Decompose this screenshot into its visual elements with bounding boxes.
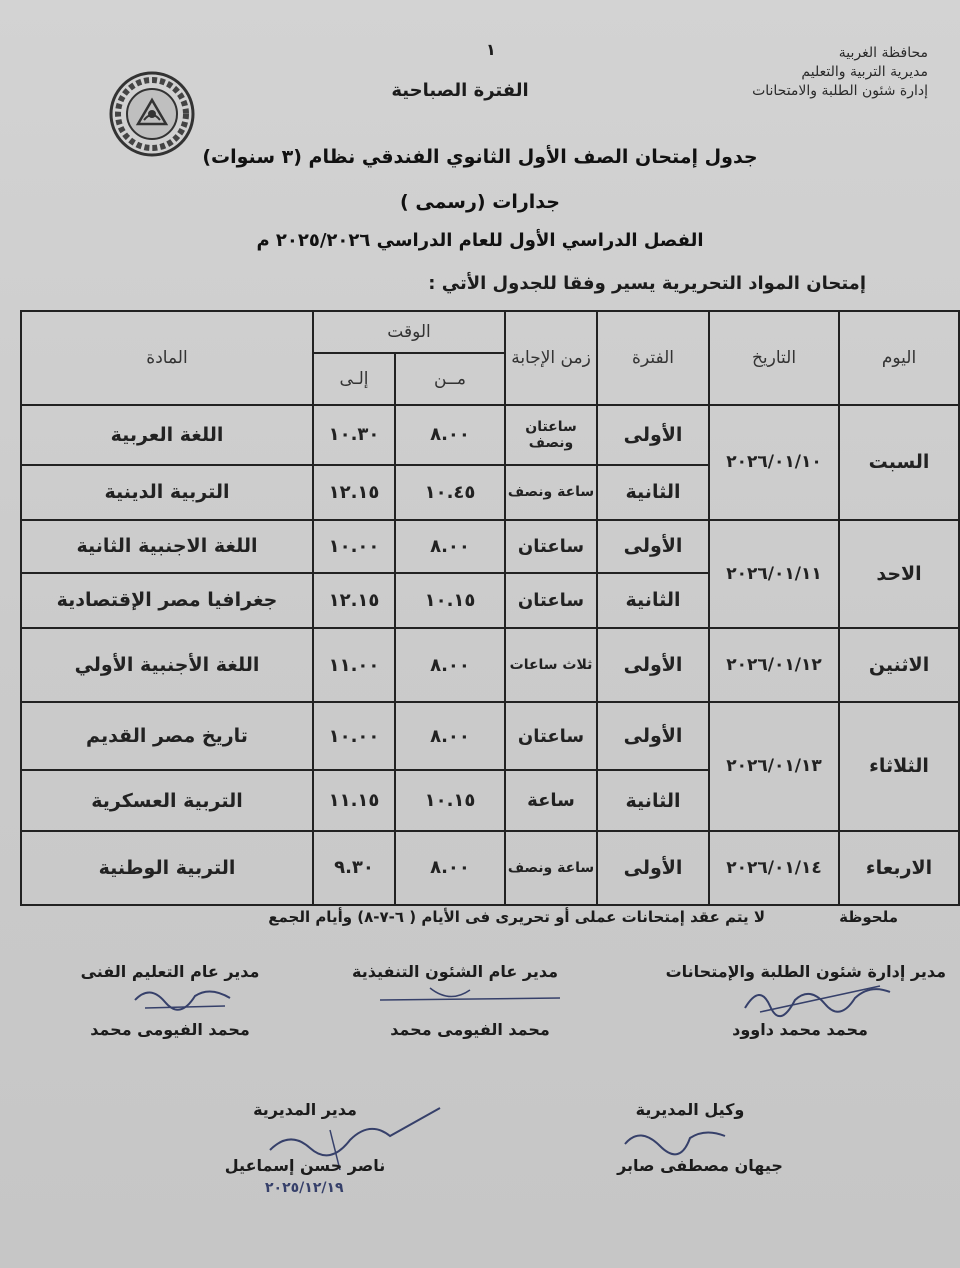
subject-cell: التربية الدينية <box>21 465 313 520</box>
date-cell: ٢٠٢٦/٠١/١١ <box>709 520 839 628</box>
time-to-cell: ١١.٠٠ <box>313 628 395 702</box>
signature-name-executive: محمد الفيومى محمد <box>390 1020 550 1039</box>
table-row <box>21 831 959 905</box>
signature-name-deputy: جيهان مصطفى صابر <box>617 1156 783 1175</box>
duration-cell: ساعتان <box>505 573 597 628</box>
organization-header <box>688 44 928 101</box>
time-from-cell: ١٠.١٥ <box>395 573 505 628</box>
period-cell: الثانية <box>597 770 709 830</box>
exam-schedule-table <box>20 310 960 906</box>
period-cell: الأولى <box>597 702 709 770</box>
header-duration: زمن الإجابة <box>505 311 597 405</box>
duration-cell: ساعة ونصف <box>505 831 597 905</box>
duration-cell: ساعتان ونصف <box>505 405 597 464</box>
time-to-cell: ١٢.١٥ <box>313 573 395 628</box>
subject-cell: اللغة الأجنبية الأولي <box>21 628 313 702</box>
signature-scribble-5 <box>250 1100 450 1190</box>
subject-cell: تاريخ مصر القديم <box>21 702 313 770</box>
header-from: مــن <box>395 353 505 405</box>
day-cell: السبت <box>839 405 959 519</box>
signature-name-student-affairs: محمد محمد داوود <box>732 1020 868 1039</box>
time-to-cell: ٩.٣٠ <box>313 831 395 905</box>
note-label: ملحوظة <box>839 908 898 926</box>
header-period: الفترة <box>597 311 709 405</box>
header-day: اليوم <box>839 311 959 405</box>
schedule-term: الفصل الدراسي الأول للعام الدراسي ٢٠٢٥/٢٠٢٦ م <box>256 230 704 251</box>
header-subject: المادة <box>21 311 313 405</box>
page-number: ١ <box>486 40 496 59</box>
duration-cell: ساعتان <box>505 702 597 770</box>
signature-scribble-2 <box>370 980 570 1010</box>
time-to-cell: ١٠.٣٠ <box>313 405 395 464</box>
table-row <box>21 405 959 464</box>
duration-cell: ساعتان <box>505 520 597 573</box>
time-to-cell: ١٠.٠٠ <box>313 702 395 770</box>
signature-scribble-3 <box>130 980 240 1014</box>
table-header-row <box>21 311 959 353</box>
day-cell: الثلاثاء <box>839 702 959 830</box>
signature-name-technical: محمد الفيومى محمد <box>90 1020 250 1039</box>
header-time: الوقت <box>313 311 505 353</box>
subject-cell: جغرافيا مصر الإقتصادية <box>21 573 313 628</box>
signature-title-deputy: وكيل المديرية <box>635 1100 745 1119</box>
time-from-cell: ١٠.٤٥ <box>395 465 505 520</box>
duration-cell: ثلاث ساعات <box>505 628 597 702</box>
signature-title-director: مدير المديرية <box>253 1100 357 1119</box>
table-row <box>21 520 959 573</box>
signature-name-director: ناصر حسن إسماعيل <box>224 1156 386 1175</box>
table-row <box>21 702 959 770</box>
period-cell: الثانية <box>597 465 709 520</box>
period-cell: الأولى <box>597 520 709 573</box>
schedule-intro: إمتحان المواد التحريرية يسير وفقا للجدول الأتي : <box>428 273 866 294</box>
time-to-cell: ١١.١٥ <box>313 770 395 830</box>
directorate-logo <box>108 70 196 158</box>
schedule-track: جدارات (رسمى ) <box>400 191 560 213</box>
date-cell: ٢٠٢٦/٠١/١٣ <box>709 702 839 830</box>
org-line-administration: إدارة شئون الطلبة والامتحانات <box>752 83 928 99</box>
day-cell: الاثنين <box>839 628 959 702</box>
time-from-cell: ٨.٠٠ <box>395 405 505 464</box>
signature-scribble-1 <box>740 978 900 1018</box>
org-line-directorate: مديرية التربية والتعليم <box>801 64 928 80</box>
header-date: التاريخ <box>709 311 839 405</box>
time-to-cell: ١٠.٠٠ <box>313 520 395 573</box>
time-to-cell: ١٢.١٥ <box>313 465 395 520</box>
date-cell: ٢٠٢٦/٠١/١٢ <box>709 628 839 702</box>
day-cell: الاربعاء <box>839 831 959 905</box>
duration-cell: ساعة ونصف <box>505 465 597 520</box>
day-cell: الاحد <box>839 520 959 628</box>
time-from-cell: ٨.٠٠ <box>395 831 505 905</box>
signature-scribble-4 <box>620 1120 730 1156</box>
handwritten-date: ٢٠٢٥/١٢/١٩ <box>265 1180 344 1196</box>
subject-cell: اللغة العربية <box>21 405 313 464</box>
period-cell: الأولى <box>597 831 709 905</box>
subject-cell: التربية العسكرية <box>21 770 313 830</box>
period-cell: الأولى <box>597 628 709 702</box>
time-from-cell: ٨.٠٠ <box>395 628 505 702</box>
duration-cell: ساعة <box>505 770 597 830</box>
subject-cell: التربية الوطنية <box>21 831 313 905</box>
header-to: إلـى <box>313 353 395 405</box>
time-from-cell: ٨.٠٠ <box>395 702 505 770</box>
time-from-cell: ١٠.١٥ <box>395 770 505 830</box>
signature-title-student-affairs: مدير إدارة شئون الطلبة والإمتحانات <box>665 962 946 981</box>
org-line-governorate: محافظة الغربية <box>838 45 928 61</box>
schedule-title: جدول إمتحان الصف الأول الثانوي الفندقي نظام (٣ سنوات) <box>202 146 758 168</box>
time-from-cell: ٨.٠٠ <box>395 520 505 573</box>
period-cell: الأولى <box>597 405 709 464</box>
table-row <box>21 628 959 702</box>
signature-title-executive: مدير عام الشئون التنفيذية <box>351 962 559 981</box>
period-cell: الثانية <box>597 573 709 628</box>
subject-cell: اللغة الاجنبية الثانية <box>21 520 313 573</box>
period-heading: الفترة الصباحية <box>391 80 529 101</box>
signature-title-technical: مدير عام التعليم الفنى <box>80 962 260 981</box>
date-cell: ٢٠٢٦/٠١/١٠ <box>709 405 839 519</box>
note-text: لا يتم عقد إمتحانات عملى أو تحريرى فى الأيام ( ٦-٧-٨) وأيام الجمع <box>268 908 765 926</box>
date-cell: ٢٠٢٦/٠١/١٤ <box>709 831 839 905</box>
